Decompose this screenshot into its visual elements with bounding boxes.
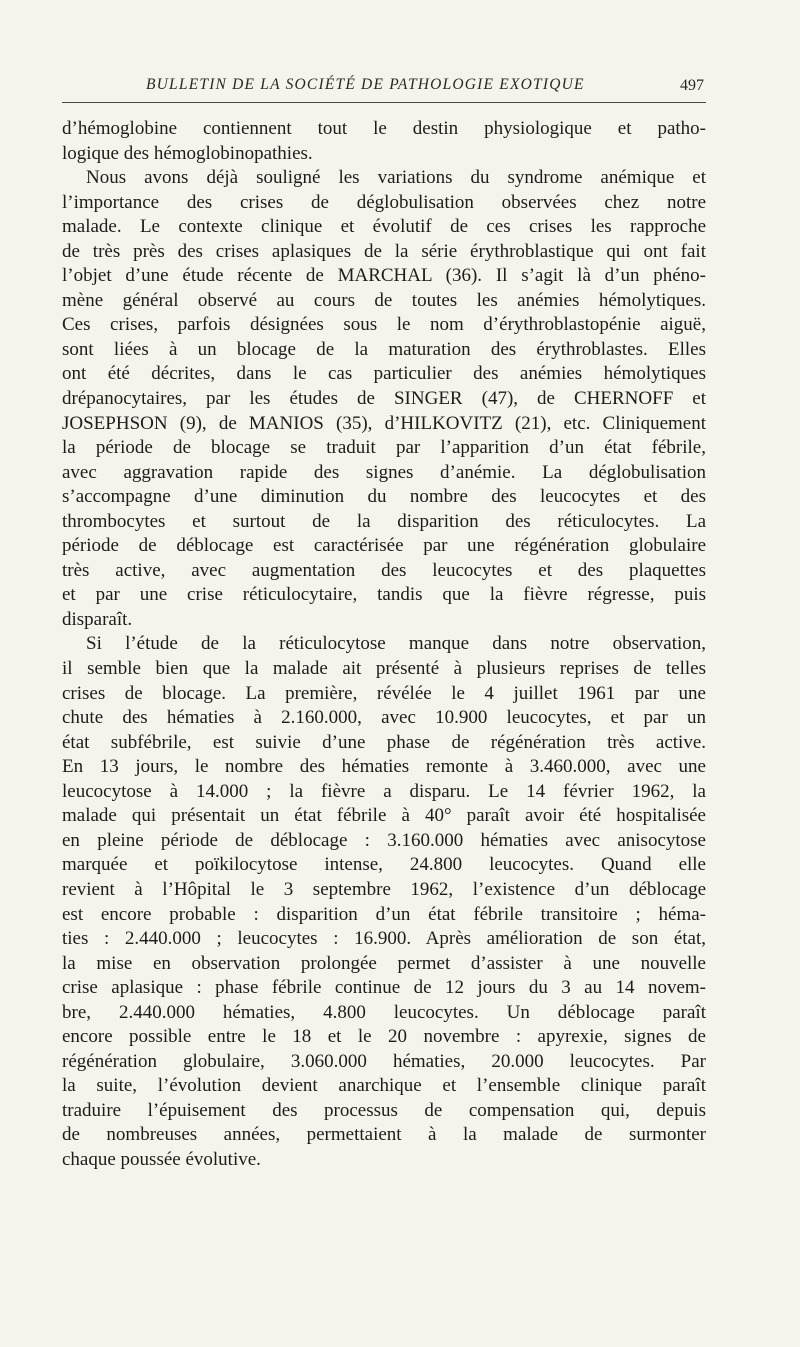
text-line: ont été décrites, dans le cas particulier des anémies hémolytiques: [62, 363, 706, 385]
text-line: crise aplasique : phase fébrile continue de 12 jours du 3 au 14 novem-: [62, 977, 706, 999]
text-line: régénération globulaire, 3.060.000 hématies, 20.000 leucocytes. Par: [62, 1050, 706, 1072]
text-line: d’hémoglobine contiennent tout le destin physiologique et patho-: [62, 118, 706, 139]
text-line: la période de blocage se traduit par l’apparition d’un état fébrile,: [62, 437, 706, 459]
running-header: [62, 74, 706, 103]
text-line: disparaît.: [62, 608, 133, 630]
text-line: thrombocytes et surtout de la disparition des réticulocytes. La: [62, 510, 706, 532]
text-line: il semble bien que la malade ait présenté à plusieurs reprises de telles: [62, 658, 706, 680]
text-line: chaque poussée évolutive.: [62, 1148, 261, 1170]
text-line: de nombreuses années, permettaient à la malade de surmonter: [62, 1124, 706, 1146]
text-line: En 13 jours, le nombre des hématies remonte à 3.460.000, avec une: [62, 756, 706, 778]
text-line: sont liées à un blocage de la maturation des érythroblastes. Elles: [62, 338, 706, 360]
journal-title: BULLETIN DE LA SOCIÉTÉ DE PATHOLOGIE EXOTIQUE: [146, 76, 585, 93]
text-line: Nous avons déjà souligné les variations du syndrome anémique et: [86, 167, 706, 189]
text-line: l’objet d’une étude récente de MARCHAL (36). Il s’agit là d’un phéno-: [62, 265, 706, 287]
text-line: de très près des crises aplasiques de la série érythroblastique qui ont fait: [62, 240, 706, 262]
text-line: crises de blocage. La première, révélée le 4 juillet 1961 par une: [62, 682, 706, 704]
text-line: leucocytose à 14.000 ; la fièvre a disparu. Le 14 février 1962, la: [62, 780, 706, 802]
text-line: en pleine période de déblocage : 3.160.000 hématies avec anisocytose: [62, 829, 706, 851]
page-number: 497: [680, 77, 704, 94]
text-line: mène général observé au cours de toutes les anémies hémolytiques.: [62, 289, 706, 311]
text-line: l’importance des crises de déglobulisation observées chez notre: [62, 191, 706, 213]
text-line: avec aggravation rapide des signes d’anémie. La déglobulisation: [62, 461, 706, 483]
text-line: traduire l’épuisement des processus de compensation qui, depuis: [62, 1099, 706, 1121]
text-line: Si l’étude de la réticulocytose manque dans notre observation,: [86, 633, 706, 655]
article-body: [62, 117, 706, 1173]
text-line: Ces crises, parfois désignées sous le nom d’érythroblastopénie aiguë,: [62, 314, 706, 336]
text-line: malade. Le contexte clinique et évolutif de ces crises les rapproche: [62, 216, 706, 238]
text-line: la mise en observation prolongée permet d’assister à une nouvelle: [62, 952, 706, 974]
text-line: revient à l’Hôpital le 3 septembre 1962, l’existence d’un déblocage: [62, 878, 706, 900]
text-line: la suite, l’évolution devient anarchique et l’ensemble clinique paraît: [62, 1075, 706, 1097]
text-line: état subfébrile, est suivie d’une phase de régénération très active.: [62, 731, 706, 753]
text-line: ties : 2.440.000 ; leucocytes : 16.900. Après amélioration de son état,: [62, 928, 706, 950]
text-line: et par une crise réticulocytaire, tandis que la fièvre régresse, puis: [62, 584, 706, 606]
text-line: s’accompagne d’une diminution du nombre des leucocytes et des: [62, 486, 706, 508]
text-line: est encore probable : disparition d’un état fébrile transitoire ; héma-: [62, 903, 706, 925]
text-line: période de déblocage est caractérisée par une régénération globulaire: [62, 535, 706, 557]
text-line: marquée et poïkilocytose intense, 24.800 leucocytes. Quand elle: [62, 854, 706, 876]
text-line: bre, 2.440.000 hématies, 4.800 leucocytes. Un déblocage paraît: [62, 1001, 706, 1023]
text-line: malade qui présentait un état fébrile à 40° paraît avoir été hospitalisée: [62, 805, 706, 827]
text-line: très active, avec augmentation des leucocytes et des plaquettes: [62, 559, 706, 581]
text-line: JOSEPHSON (9), de MANIOS (35), d’HILKOVITZ (21), etc. Cliniquement: [62, 412, 706, 434]
text-line: logique des hémoglobinopathies.: [62, 142, 313, 164]
text-line: encore possible entre le 18 et le 20 novembre : apyrexie, signes de: [62, 1026, 706, 1048]
text-line: chute des hématies à 2.160.000, avec 10.900 leucocytes, et par un: [62, 707, 706, 729]
text-line: drépanocytaires, par les études de SINGER (47), de CHERNOFF et: [62, 388, 706, 410]
